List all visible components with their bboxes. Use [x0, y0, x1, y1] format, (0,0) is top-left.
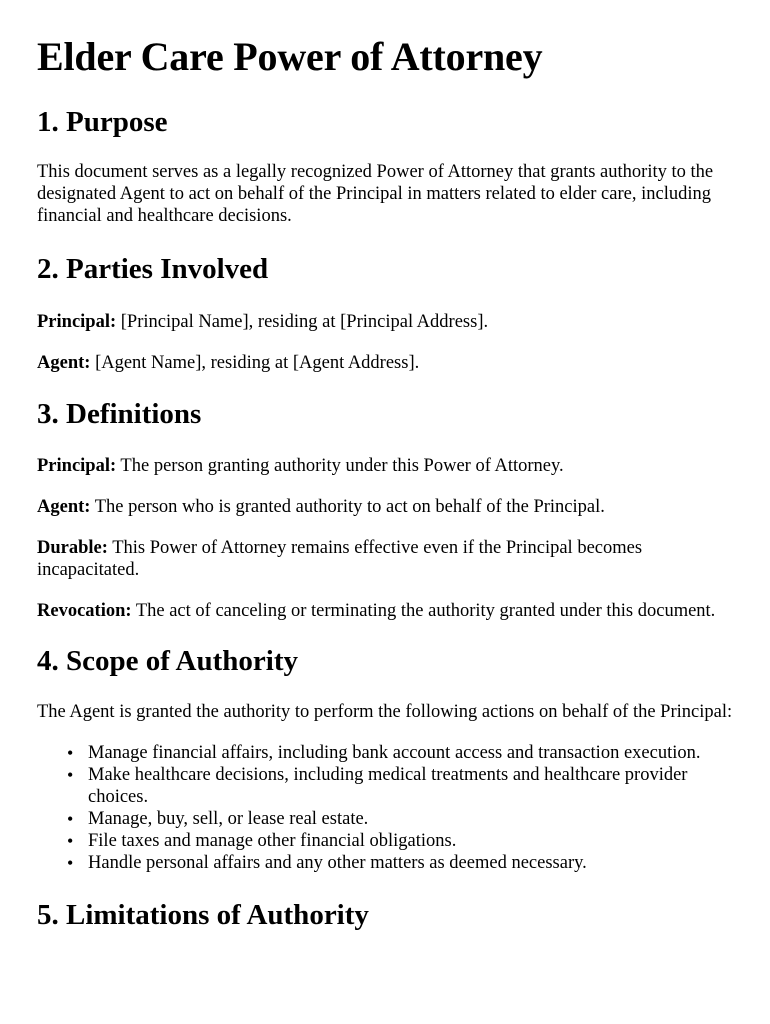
list-item-text: Manage financial affairs, including bank account access and transaction execution.	[88, 743, 701, 763]
scope-intro-paragraph: The Agent is granted the authority to perform the following actions on behalf of the Principal:	[37, 702, 733, 722]
section-heading-limitations: 5. Limitations of Authority	[37, 899, 369, 931]
bullet-icon: •	[67, 809, 74, 829]
list-item	[67, 852, 734, 874]
principal-label: Principal:	[37, 312, 117, 332]
definition-durable	[37, 537, 734, 581]
scope-list	[37, 742, 734, 874]
section-heading-scope: 4. Scope of Authority	[37, 645, 298, 677]
list-item-text: Handle personal affairs and any other matters as deemed necessary.	[88, 853, 587, 873]
list-item	[67, 764, 734, 808]
section-heading-parties: 2. Parties Involved	[37, 253, 269, 285]
list-item	[67, 830, 734, 852]
definition-revocation	[37, 600, 734, 622]
bullet-icon: •	[67, 831, 74, 851]
bullet-icon: •	[67, 853, 74, 873]
section-heading-definitions: 3. Definitions	[37, 398, 202, 430]
definition-text: This Power of Attorney remains effective even if the Principal becomes incapacitated.	[37, 538, 643, 580]
definition-text: The act of canceling or terminating the authority granted under this document.	[131, 601, 716, 621]
principal-paragraph	[37, 311, 734, 333]
list-item-text: File taxes and manage other financial obligations.	[88, 831, 457, 851]
principal-text: [Principal Name], residing at [Principal Address].	[116, 312, 489, 332]
agent-paragraph	[37, 352, 734, 374]
document-title: Elder Care Power of Attorney	[37, 34, 543, 79]
agent-text: [Agent Name], residing at [Agent Address].	[90, 353, 420, 373]
definition-principal	[37, 455, 734, 477]
list-item-text: Make healthcare decisions, including medical treatments and healthcare provider choices.	[88, 765, 688, 807]
list-item	[67, 808, 734, 830]
bullet-icon: •	[67, 765, 74, 785]
purpose-paragraph: This document serves as a legally recognized Power of Attorney that grants authority to the designated Agent to act on behalf of the Principal in matters related to elder care, including financial and healthcare decisions.	[37, 162, 714, 226]
list-item	[67, 742, 734, 764]
definition-term: Principal:	[37, 456, 117, 476]
agent-label: Agent:	[37, 353, 91, 373]
definition-agent	[37, 496, 734, 518]
definition-term: Agent:	[37, 497, 91, 517]
definition-term: Durable:	[37, 538, 108, 558]
definition-text: The person granting authority under this Power of Attorney.	[116, 456, 564, 476]
definition-term: Revocation:	[37, 601, 132, 621]
bullet-icon: •	[67, 743, 74, 763]
definition-text: The person who is granted authority to act on behalf of the Principal.	[90, 497, 605, 517]
list-item-text: Manage, buy, sell, or lease real estate.	[88, 809, 369, 829]
section-heading-purpose: 1. Purpose	[37, 106, 168, 138]
